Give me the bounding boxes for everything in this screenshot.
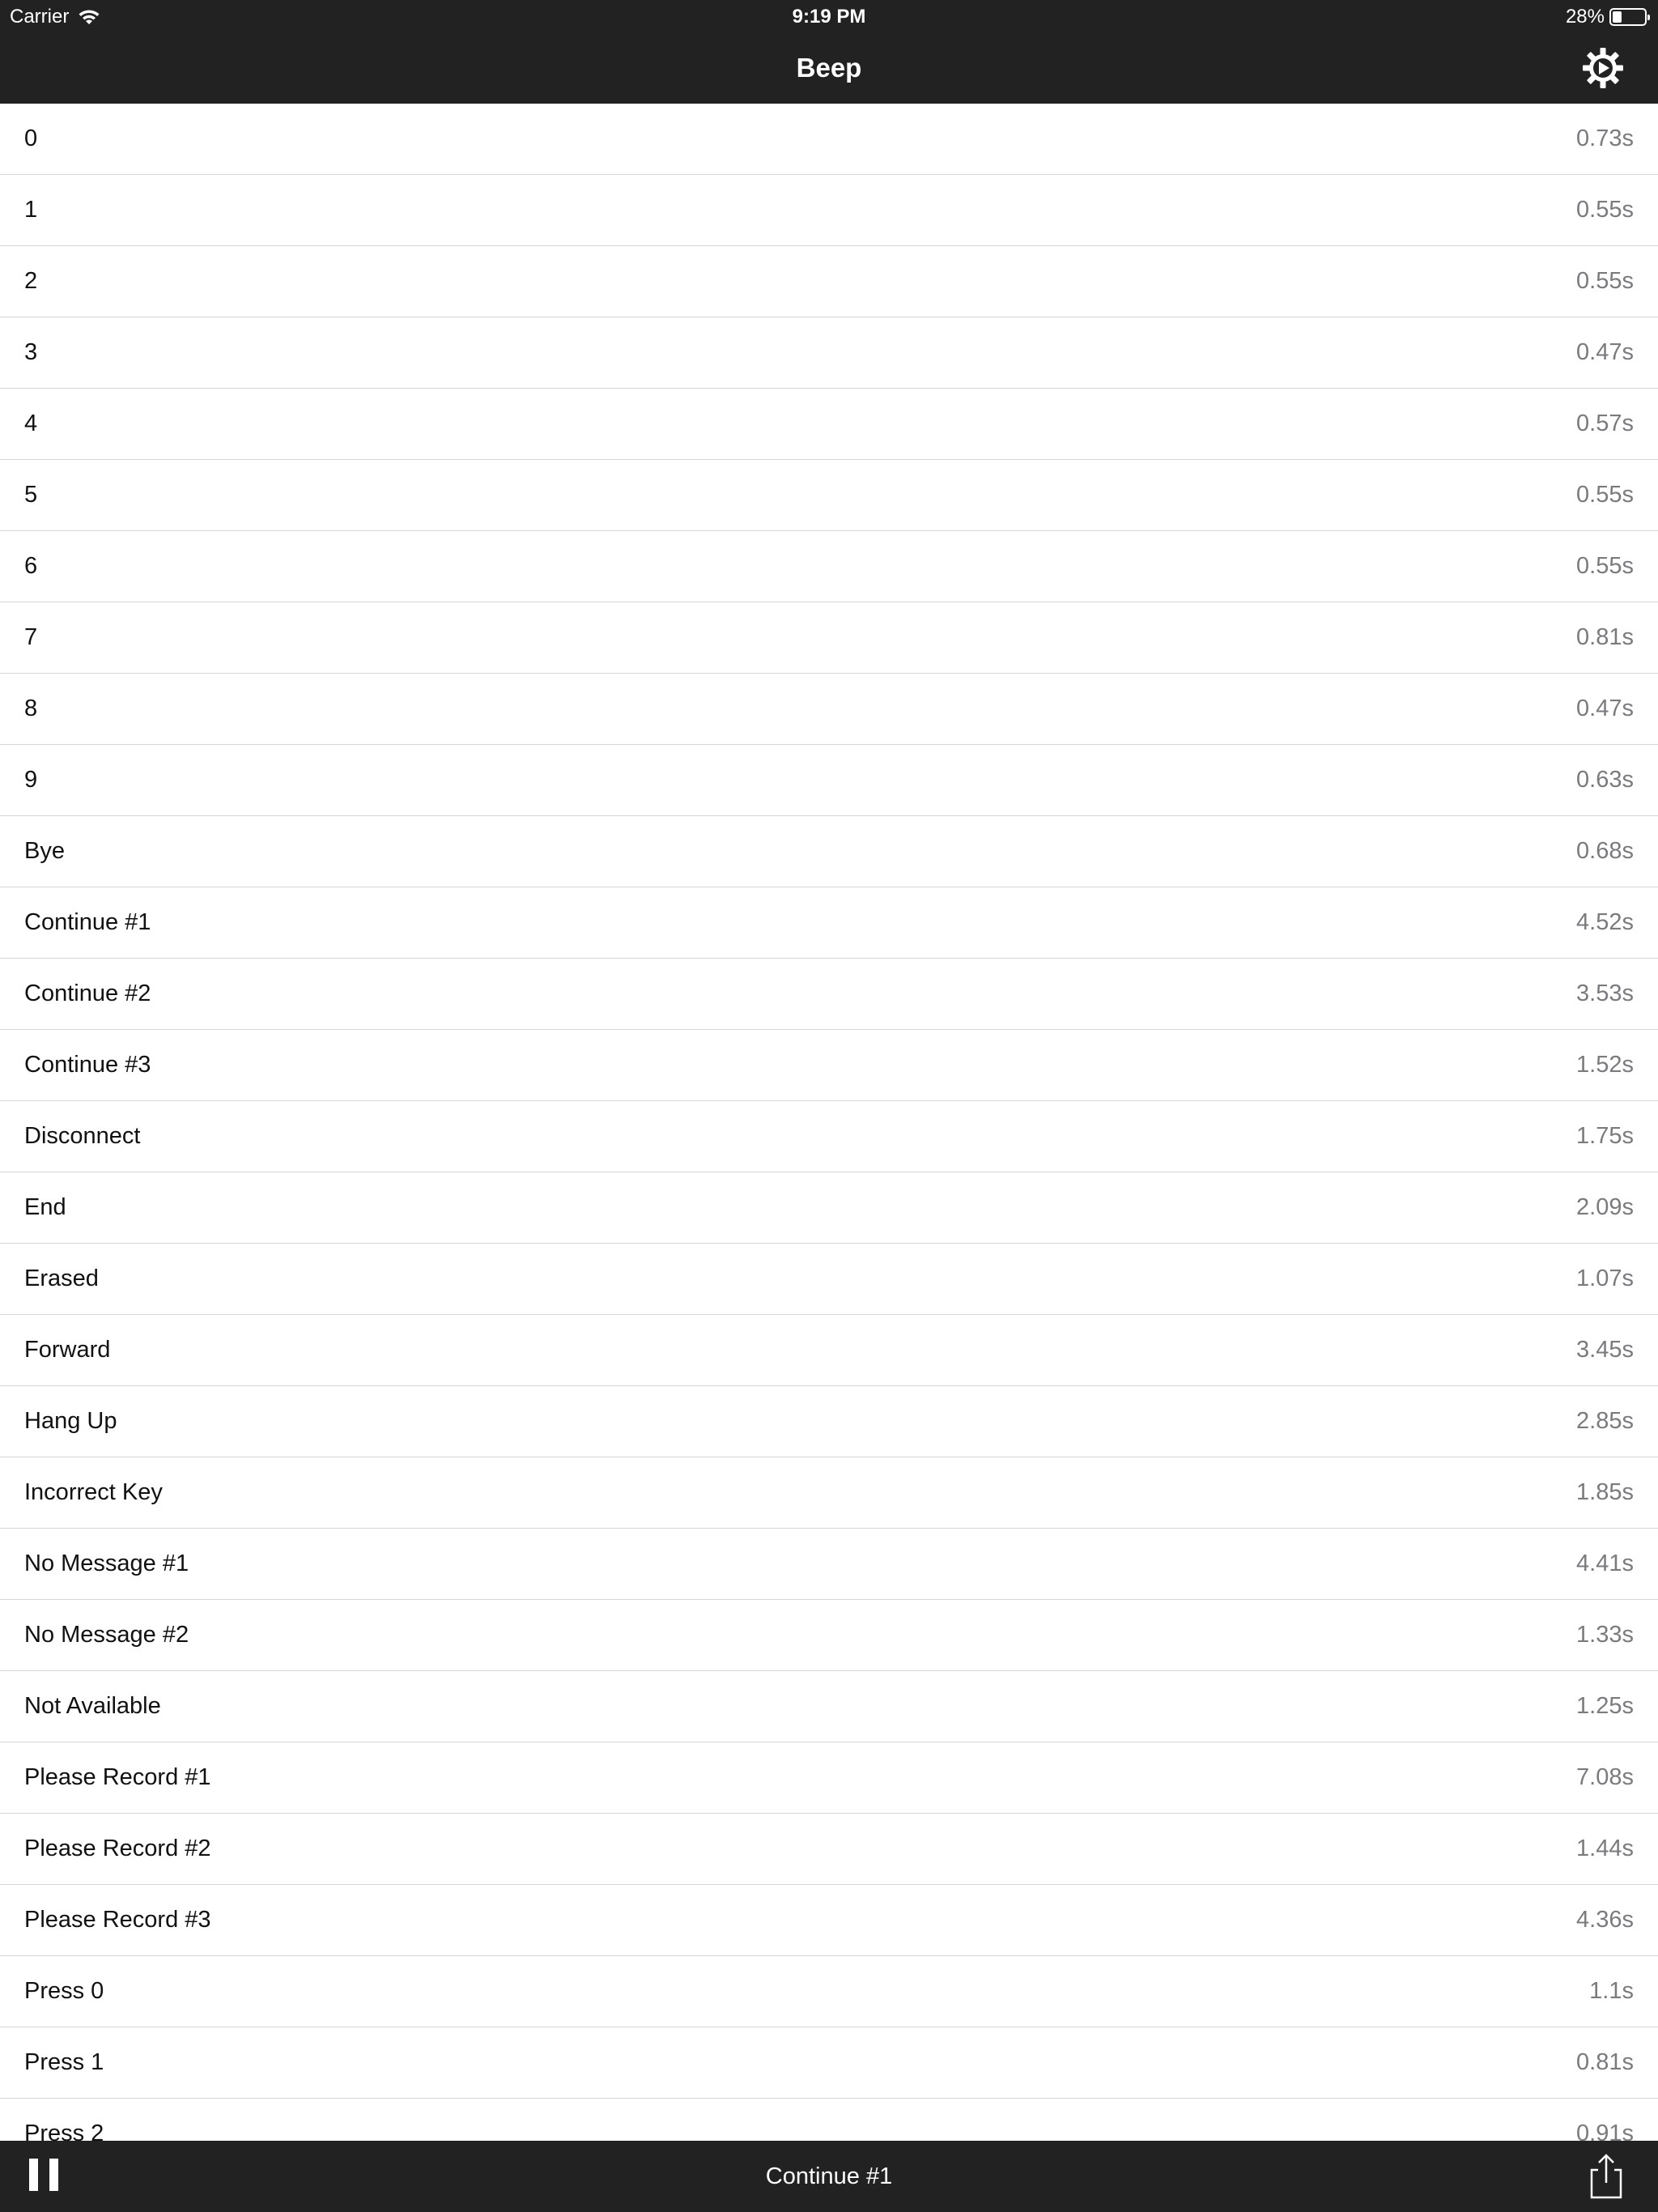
item-label: Please Record #2 [24, 1836, 211, 1861]
item-duration: 1.44s [1576, 1836, 1634, 1861]
clock: 9:19 PM [792, 6, 866, 28]
gear-icon [1581, 46, 1625, 90]
list-item[interactable] [0, 175, 1658, 246]
item-label: 7 [24, 624, 38, 650]
item-label: 9 [24, 767, 38, 793]
item-label: Please Record #3 [24, 1907, 211, 1933]
list-item[interactable] [0, 317, 1658, 389]
item-label: 4 [24, 410, 38, 436]
item-duration: 0.55s [1576, 482, 1634, 508]
list-item[interactable] [0, 1244, 1658, 1315]
item-label: Disconnect [24, 1123, 141, 1149]
item-duration: 1.07s [1576, 1266, 1634, 1291]
item-label: Press 2 [24, 2121, 104, 2141]
list-item[interactable] [0, 1386, 1658, 1457]
item-label: 5 [24, 482, 38, 508]
item-label: End [24, 1194, 66, 1220]
item-duration: 0.63s [1576, 767, 1634, 793]
list-item[interactable] [0, 389, 1658, 460]
list-item[interactable] [0, 674, 1658, 745]
item-duration: 0.55s [1576, 197, 1634, 223]
list-item[interactable] [0, 816, 1658, 887]
item-label: 0 [24, 125, 38, 151]
list-item[interactable] [0, 1101, 1658, 1172]
list-item[interactable] [0, 2099, 1658, 2141]
list-item[interactable] [0, 246, 1658, 317]
list-item[interactable] [0, 959, 1658, 1030]
item-label: Press 1 [24, 2049, 104, 2075]
playback-toolbar [0, 2141, 1658, 2212]
item-label: Hang Up [24, 1408, 117, 1434]
item-duration: 4.41s [1576, 1551, 1634, 1576]
item-duration: 4.36s [1576, 1907, 1634, 1933]
item-label: 6 [24, 553, 38, 579]
item-duration: 3.45s [1576, 1337, 1634, 1363]
item-duration: 0.47s [1576, 696, 1634, 721]
list-item[interactable] [0, 531, 1658, 602]
item-duration: 0.55s [1576, 553, 1634, 579]
item-label: Press 0 [24, 1978, 104, 2004]
item-label: Continue #3 [24, 1052, 151, 1078]
list-item[interactable] [0, 1814, 1658, 1885]
item-label: 3 [24, 339, 38, 365]
item-duration: 1.75s [1576, 1123, 1634, 1149]
item-duration: 1.33s [1576, 1622, 1634, 1648]
list-item[interactable] [0, 602, 1658, 674]
battery-icon [1609, 8, 1647, 26]
navigation-bar [0, 32, 1658, 104]
list-item[interactable] [0, 1030, 1658, 1101]
share-icon [1584, 2152, 1629, 2201]
item-duration: 2.09s [1576, 1194, 1634, 1220]
share-button[interactable] [1584, 2152, 1629, 2201]
list-item[interactable] [0, 1671, 1658, 1742]
item-duration: 0.91s [1576, 2121, 1634, 2141]
list-item[interactable] [0, 745, 1658, 816]
item-label: Bye [24, 838, 65, 864]
list-item[interactable] [0, 104, 1658, 175]
item-duration: 0.73s [1576, 125, 1634, 151]
item-duration: 1.85s [1576, 1479, 1634, 1505]
sound-list[interactable] [0, 104, 1658, 2141]
list-item[interactable] [0, 1956, 1658, 2027]
item-label: Incorrect Key [24, 1479, 163, 1505]
battery-percent: 28% [1565, 6, 1605, 28]
item-label: 8 [24, 696, 38, 721]
item-label: Continue #2 [24, 981, 151, 1006]
item-duration: 4.52s [1576, 909, 1634, 935]
item-duration: 1.52s [1576, 1052, 1634, 1078]
list-item[interactable] [0, 1457, 1658, 1529]
list-item[interactable] [0, 460, 1658, 531]
page-title: Beep [796, 53, 862, 83]
list-item[interactable] [0, 1600, 1658, 1671]
item-label: 1 [24, 197, 38, 223]
item-duration: 7.08s [1576, 1764, 1634, 1790]
item-duration: 1.1s [1589, 1978, 1634, 2004]
battery-group [1566, 6, 1647, 28]
list-item[interactable] [0, 1885, 1658, 1956]
list-item[interactable] [0, 1529, 1658, 1600]
item-label: Continue #1 [24, 909, 151, 935]
item-duration: 0.57s [1576, 410, 1634, 436]
item-duration: 0.47s [1576, 339, 1634, 365]
list-item[interactable] [0, 1742, 1658, 1814]
item-duration: 0.68s [1576, 838, 1634, 864]
item-duration: 0.55s [1576, 268, 1634, 294]
now-playing-label: Continue #1 [765, 2163, 893, 2189]
list-item[interactable] [0, 1315, 1658, 1386]
list-item[interactable] [0, 2027, 1658, 2099]
item-label: No Message #1 [24, 1551, 189, 1576]
list-item[interactable] [0, 1172, 1658, 1244]
item-label: No Message #2 [24, 1622, 189, 1648]
item-label: 2 [24, 268, 38, 294]
status-bar [0, 0, 1658, 32]
item-label: Forward [24, 1337, 111, 1363]
item-label: Not Available [24, 1693, 161, 1719]
item-duration: 0.81s [1576, 624, 1634, 650]
settings-button[interactable] [1579, 44, 1627, 92]
list-item[interactable] [0, 887, 1658, 959]
item-duration: 2.85s [1576, 1408, 1634, 1434]
item-duration: 3.53s [1576, 981, 1634, 1006]
item-duration: 1.25s [1576, 1693, 1634, 1719]
item-label: Please Record #1 [24, 1764, 211, 1790]
item-label: Erased [24, 1266, 99, 1291]
item-duration: 0.81s [1576, 2049, 1634, 2075]
carrier-label: Carrier [10, 6, 70, 28]
